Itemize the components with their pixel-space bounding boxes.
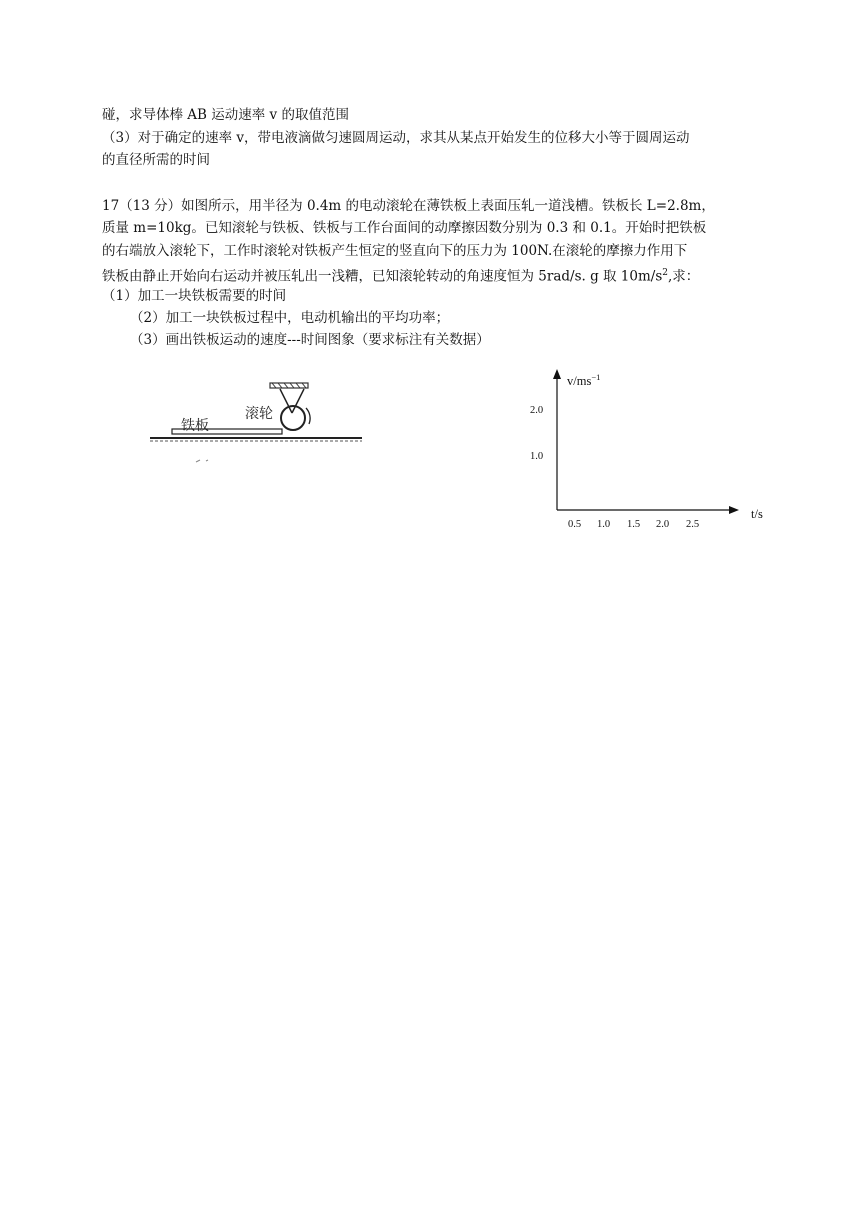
q17-line-1: 17（13 分）如图所示，用半径为 0.4m 的电动滚轮在薄铁板上表面压轧一道浅槽。铁板长 L=2.8m， [102, 198, 715, 214]
x-tick-label: 1.0 [597, 519, 611, 530]
q17-part-3: （3）画出铁板运动的速度---时间图象（要求标注有关数据） [130, 332, 490, 348]
q17-part-2: （2）加工一块铁板过程中，电动机输出的平均功率； [130, 310, 450, 326]
y-axis-label-sup: −1 [591, 372, 601, 382]
text-line-1: 碰，求导体棒 AB 运动速率 v 的取值范围 [102, 107, 349, 123]
x-axis-arrow-icon [729, 506, 739, 514]
y-tick-label: 1.0 [530, 451, 544, 462]
y-axis-arrow-icon [553, 369, 561, 379]
q17-line-2: 质量 m=10kg。已知滚轮与铁板、铁板与工作台面间的动摩擦因数分别为 0.3 和 0.1。开始时把铁板 [102, 220, 707, 236]
plate-label: 铁板 [181, 418, 209, 434]
x-axis-label: t/s [751, 507, 763, 521]
x-tick-label: 2.0 [656, 519, 670, 530]
x-tick-label: 2.5 [686, 519, 700, 530]
y-axis-label [567, 372, 600, 389]
q17-line-4-end: ,求： [668, 268, 700, 285]
q17-line-3: 的右端放入滚轮下，工作时滚轮对铁板产生恒定的竖直向下的压力为 100N.在滚轮的摩擦力作用下 [102, 243, 688, 259]
x-tick-label: 1.5 [627, 519, 641, 530]
y-tick-label: 2.0 [530, 405, 544, 416]
x-tick-label: 0.5 [568, 519, 582, 530]
q17-part-1: （1）加工一块铁板需要的时间 [102, 288, 287, 304]
q17-line-4-main: 铁板由静止开始向右运动并被压轧出一浅糟，已知滚轮转动的角速度恒为 5rad/s. g 取 10m/s [102, 268, 663, 285]
text-line-3: 的直径所需的时间 [102, 152, 210, 168]
roller-label: 滚轮 [245, 406, 273, 422]
y-axis-label-text: v/ms [567, 374, 592, 389]
q17-line-4-sup: 2 [662, 268, 668, 278]
text-line-2: （3）对于确定的速率 v，带电液滴做匀速圆周运动，求其从某点开始发生的位移大小等于圆周运动 [102, 130, 690, 146]
